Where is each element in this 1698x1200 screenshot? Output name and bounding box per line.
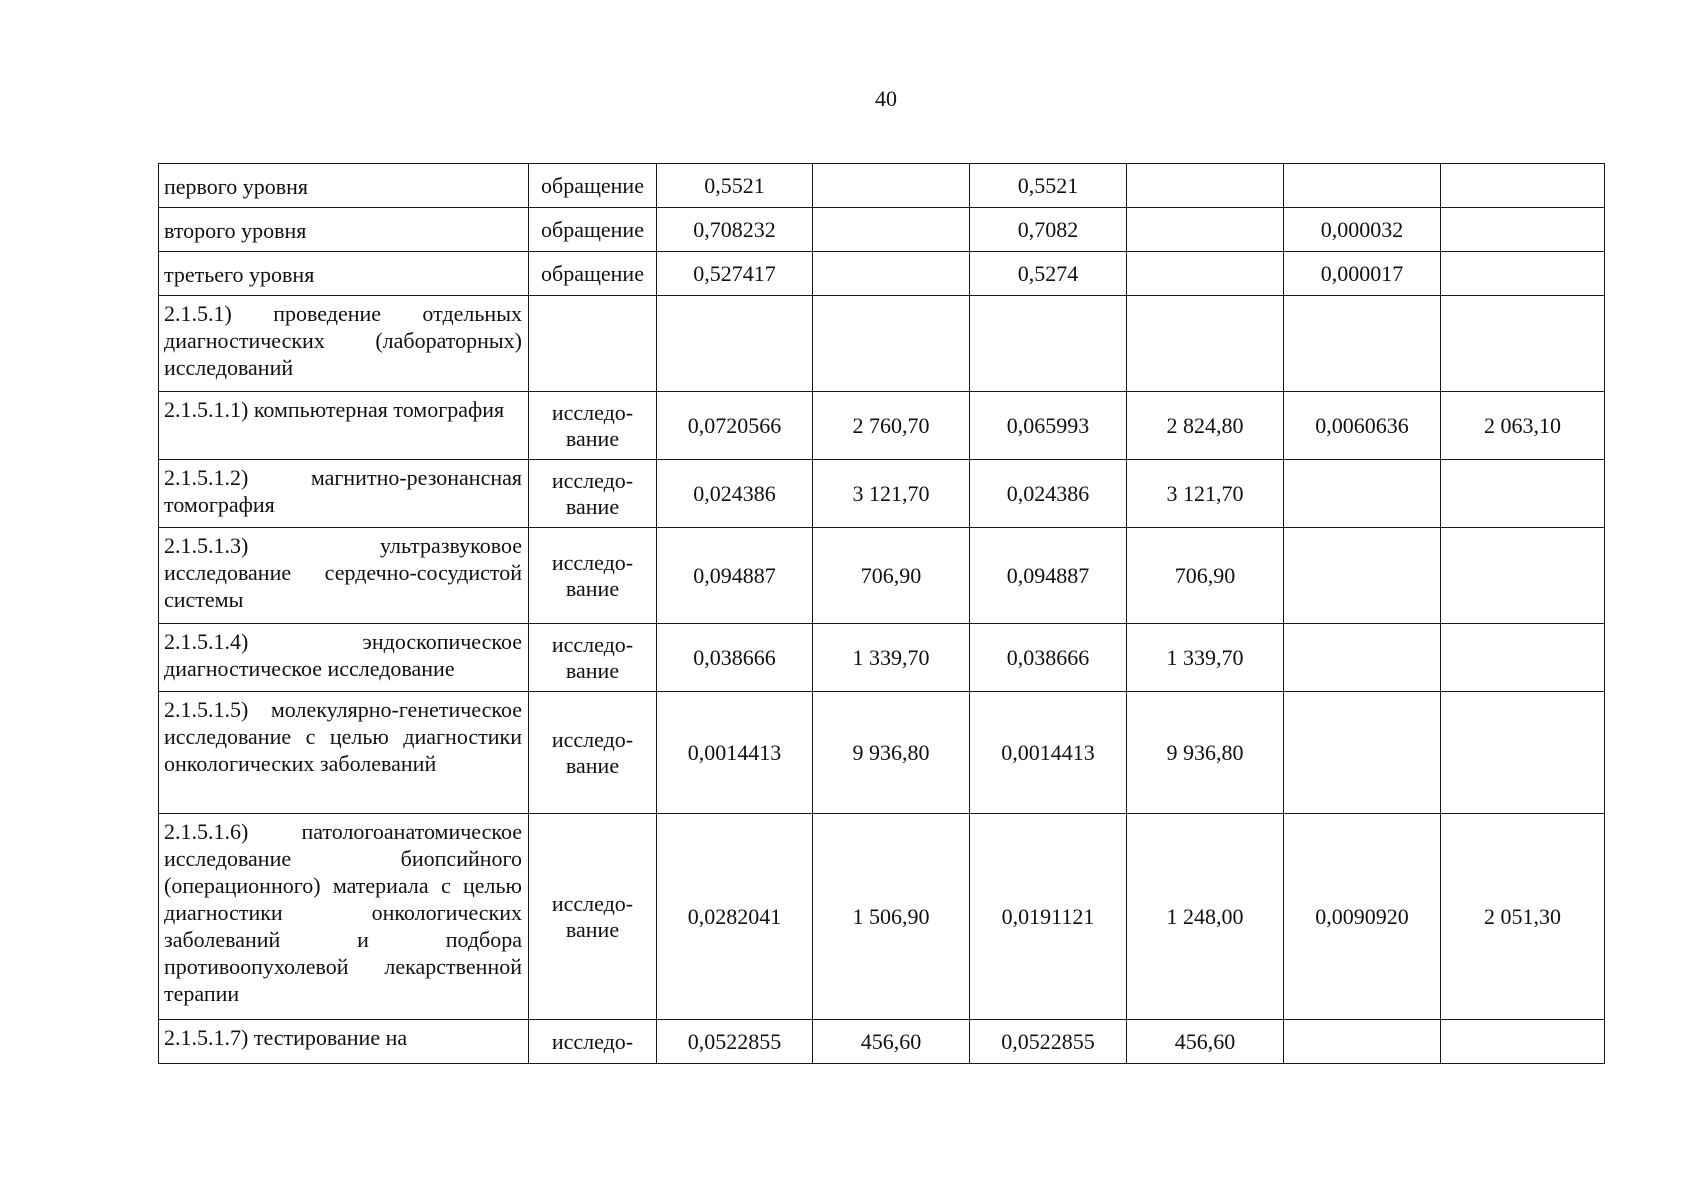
cell-value: 0,0060636: [1284, 392, 1441, 460]
row-name: 2.1.5.1.6) патологоанатомическое исследование биопсийного (операционного) материала с целью диагностики онкологических заболеваний и подбора противоопухолевой лекарственной терапии: [159, 814, 529, 1020]
cell-value: 0,0522855: [657, 1020, 813, 1064]
cell-value: 0,0191121: [970, 814, 1127, 1020]
row-name: 2.1.5.1.2) магнитно-резонансная томография: [159, 460, 529, 528]
cell-value: 1 339,70: [813, 624, 970, 692]
cell-value: [1127, 164, 1284, 208]
table-row: [159, 460, 1605, 528]
cell-value: 0,5521: [970, 164, 1127, 208]
cell-value: [1284, 460, 1441, 528]
cell-value: 2 051,30: [1441, 814, 1605, 1020]
cell-value: [1441, 624, 1605, 692]
row-unit: [529, 296, 657, 392]
table-row: [159, 392, 1605, 460]
cell-value: 0,024386: [657, 460, 813, 528]
row-name: третьего уровня: [159, 252, 529, 296]
row-unit: обращение: [529, 164, 657, 208]
cell-value: 3 121,70: [1127, 460, 1284, 528]
cell-value: 0,094887: [657, 528, 813, 624]
cell-value: 0,527417: [657, 252, 813, 296]
table-row: [159, 692, 1605, 814]
cell-value: [1441, 208, 1605, 252]
cell-value: 9 936,80: [813, 692, 970, 814]
cell-value: 2 824,80: [1127, 392, 1284, 460]
row-name: первого уровня: [159, 164, 529, 208]
row-name: 2.1.5.1) проведение отдельных диагностических (лабораторных) исследований: [159, 296, 529, 392]
cell-value: 9 936,80: [1127, 692, 1284, 814]
table-row: [159, 208, 1605, 252]
cell-value: 1 339,70: [1127, 624, 1284, 692]
cell-value: [1441, 460, 1605, 528]
cell-value: 0,0720566: [657, 392, 813, 460]
cell-value: 0,7082: [970, 208, 1127, 252]
row-unit: исследо-вание: [529, 528, 657, 624]
cell-value: 456,60: [1127, 1020, 1284, 1064]
row-unit: исследо-вание: [529, 624, 657, 692]
row-name: 2.1.5.1.5) молекулярно-генетическое исследование с целью диагностики онкологических заболеваний: [159, 692, 529, 814]
cell-value: [1441, 296, 1605, 392]
page-number: 40: [875, 86, 897, 111]
cell-value: 0,708232: [657, 208, 813, 252]
cell-value: 0,0522855: [970, 1020, 1127, 1064]
cell-value: [1284, 296, 1441, 392]
cell-value: [1284, 164, 1441, 208]
cell-value: 0,0090920: [1284, 814, 1441, 1020]
cell-value: [1441, 252, 1605, 296]
cell-value: [813, 252, 970, 296]
cell-value: [970, 296, 1127, 392]
cell-value: [1284, 528, 1441, 624]
cell-value: [1284, 624, 1441, 692]
cell-value: 706,90: [813, 528, 970, 624]
row-unit: исследо-: [529, 1020, 657, 1064]
table-row: [159, 252, 1605, 296]
cell-value: 0,5521: [657, 164, 813, 208]
cell-value: 3 121,70: [813, 460, 970, 528]
table-row: [159, 528, 1605, 624]
cell-value: 0,000032: [1284, 208, 1441, 252]
table-row: [159, 624, 1605, 692]
cell-value: [1284, 692, 1441, 814]
cell-value: 0,0282041: [657, 814, 813, 1020]
cell-value: 0,000017: [1284, 252, 1441, 296]
cell-value: 0,024386: [970, 460, 1127, 528]
cell-value: 2 760,70: [813, 392, 970, 460]
cell-value: 0,0014413: [657, 692, 813, 814]
row-name: 2.1.5.1.4) эндоскопическое диагностическое исследование: [159, 624, 529, 692]
table-row: [159, 1020, 1605, 1064]
cell-value: [813, 296, 970, 392]
row-unit: исследо-вание: [529, 692, 657, 814]
row-unit: исследо-вание: [529, 460, 657, 528]
cell-value: 0,094887: [970, 528, 1127, 624]
row-unit: исследо-вание: [529, 392, 657, 460]
cell-value: 0,038666: [657, 624, 813, 692]
cell-value: 0,0014413: [970, 692, 1127, 814]
cell-value: [1284, 1020, 1441, 1064]
cell-value: [1441, 164, 1605, 208]
cell-value: 456,60: [813, 1020, 970, 1064]
cell-value: 706,90: [1127, 528, 1284, 624]
row-name: 2.1.5.1.3) ультразвуковое исследование сердечно-сосудистой системы: [159, 528, 529, 624]
cell-value: [1127, 252, 1284, 296]
cell-value: 1 506,90: [813, 814, 970, 1020]
table-row: [159, 296, 1605, 392]
cell-value: 2 063,10: [1441, 392, 1605, 460]
cell-value: 0,5274: [970, 252, 1127, 296]
cell-value: [1127, 208, 1284, 252]
cell-value: 0,065993: [970, 392, 1127, 460]
cell-value: [1441, 1020, 1605, 1064]
row-name: 2.1.5.1.7) тестирование на: [159, 1020, 529, 1064]
cell-value: [813, 208, 970, 252]
cell-value: [1441, 528, 1605, 624]
table-row: [159, 814, 1605, 1020]
tariff-table: [158, 163, 1605, 1064]
cell-value: [1441, 692, 1605, 814]
row-unit: обращение: [529, 252, 657, 296]
row-name: 2.1.5.1.1) компьютерная томография: [159, 392, 529, 460]
cell-value: [1127, 296, 1284, 392]
row-unit: исследо-вание: [529, 814, 657, 1020]
cell-value: 0,038666: [970, 624, 1127, 692]
cell-value: 1 248,00: [1127, 814, 1284, 1020]
cell-value: [657, 296, 813, 392]
row-name: второго уровня: [159, 208, 529, 252]
table-row: [159, 164, 1605, 208]
cell-value: [813, 164, 970, 208]
row-unit: обращение: [529, 208, 657, 252]
